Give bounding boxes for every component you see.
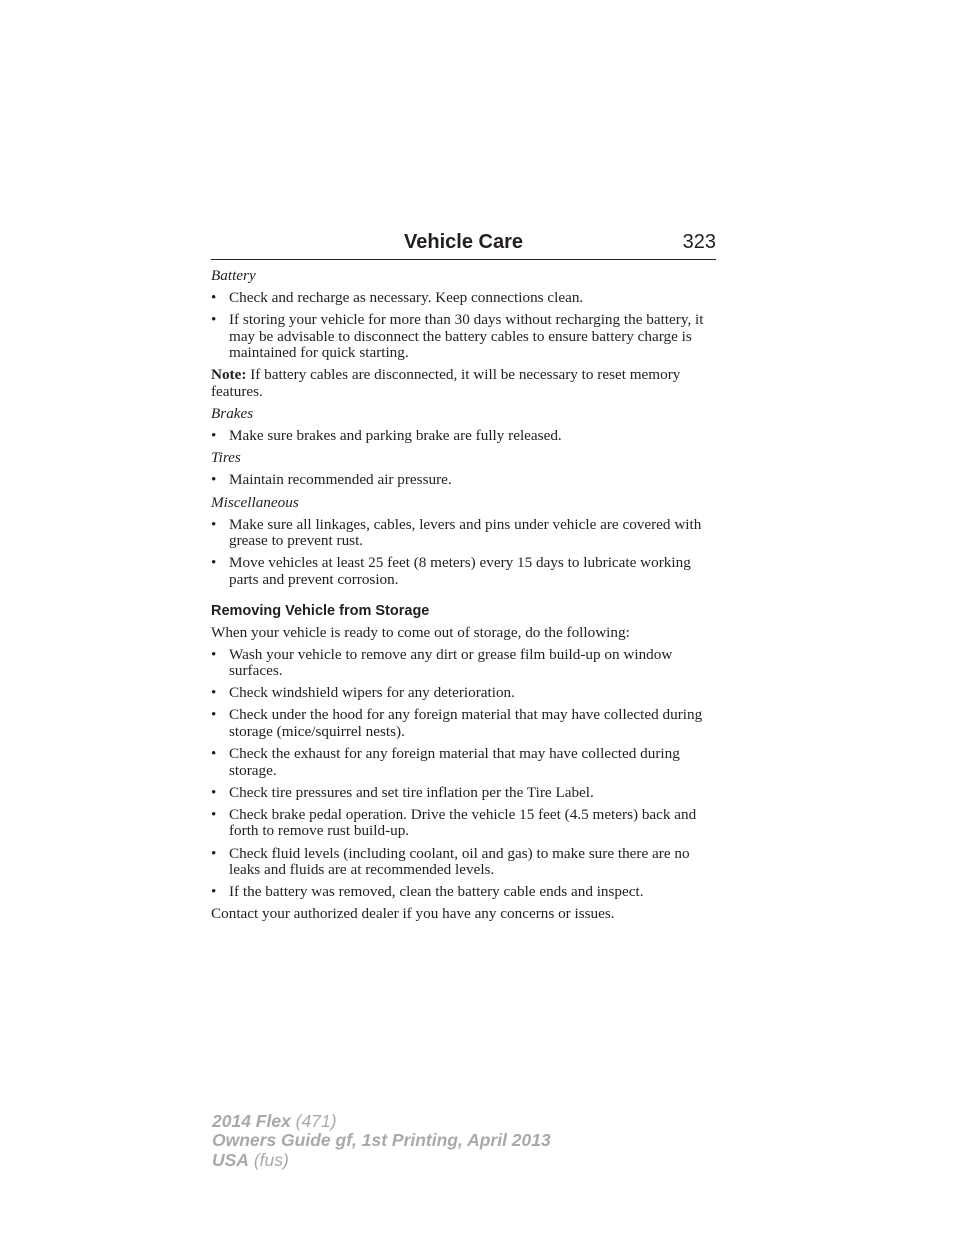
footer-region-line <box>212 1151 551 1170</box>
list-item-text: Make sure all linkages, cables, levers and pins under vehicle are covered with grease to prevent rust. <box>229 515 702 550</box>
list-item-text: Wash your vehicle to remove any dirt or grease film build-up on window surfaces. <box>229 645 673 680</box>
page-number: 323 <box>682 231 716 253</box>
bullet-icon: • <box>211 745 217 763</box>
list-item-text: Maintain recommended air pressure. <box>229 471 452 489</box>
bullet-icon: • <box>211 883 217 901</box>
closing-paragraph: Contact your authorized dealer if you have any concerns or issues. <box>211 905 615 923</box>
brakes-list <box>211 428 721 445</box>
section-title: Vehicle Care <box>404 231 523 253</box>
footer-model: 2014 Flex <box>212 1111 291 1131</box>
note-label: Note: <box>211 366 247 384</box>
list-item-text: Move vehicles at least 25 feet (8 meters) every 15 days to lubricate working parts and prevent corrosion. <box>229 554 691 588</box>
bullet-icon: • <box>211 289 217 307</box>
bullet-icon: • <box>211 645 217 663</box>
removing-heading: Removing Vehicle from Storage <box>211 602 430 619</box>
bullet-icon: • <box>211 311 217 329</box>
list-item <box>211 807 721 840</box>
bullet-icon: • <box>211 684 217 702</box>
list-item <box>211 312 721 362</box>
bullet-icon: • <box>211 844 217 862</box>
list-item <box>211 746 721 779</box>
removing-list <box>211 647 721 901</box>
list-item-text: Make sure brakes and parking brake are fully released. <box>229 427 562 445</box>
list-item-text: If storing your vehicle for more than 30 days without recharging the battery, it may be advisable to disconnect the battery cables to ensure battery charge is maintained for quick starting. <box>229 311 704 362</box>
footer-guide-line: Owners Guide gf, 1st Printing, April 2013 <box>212 1130 551 1151</box>
note-text: If battery cables are disconnected, it will be necessary to reset memory features. <box>211 366 681 401</box>
list-item <box>211 846 721 879</box>
list-item <box>211 290 721 307</box>
misc-list <box>211 517 721 589</box>
list-item <box>211 884 721 901</box>
bullet-icon: • <box>211 706 217 724</box>
list-item-text: Check and recharge as necessary. Keep connections clean. <box>229 289 584 307</box>
battery-subheading: Battery <box>211 267 256 284</box>
bullet-icon: • <box>211 554 217 572</box>
brakes-subheading: Brakes <box>211 405 254 423</box>
list-item-text: If the battery was removed, clean the battery cable ends and inspect. <box>229 883 644 901</box>
battery-note <box>211 367 721 400</box>
removing-intro: When your vehicle is ready to come out of storage, do the following: <box>211 623 630 641</box>
tires-subheading: Tires <box>211 449 241 467</box>
list-item-text: Check windshield wipers for any deterioration. <box>229 684 515 702</box>
list-item-text: Check tire pressures and set tire inflation per the Tire Label. <box>229 783 594 801</box>
footer-region-code: (fus) <box>248 1149 289 1170</box>
list-item <box>211 472 721 489</box>
battery-list <box>211 290 721 362</box>
page-header <box>211 230 716 260</box>
bullet-icon: • <box>211 515 217 533</box>
footer-model-code: (471) <box>290 1111 337 1131</box>
footer-model-line <box>212 1112 551 1131</box>
list-item-text: Check under the hood for any foreign material that may have collected during storage (mice/squirrel nests). <box>229 706 703 740</box>
misc-subheading: Miscellaneous <box>211 493 299 511</box>
bullet-icon: • <box>211 471 217 489</box>
list-item <box>211 647 721 680</box>
list-item <box>211 428 721 445</box>
tires-list <box>211 472 721 489</box>
list-item <box>211 785 721 802</box>
bullet-icon: • <box>211 783 217 801</box>
list-item <box>211 517 721 550</box>
bullet-icon: • <box>211 427 217 445</box>
list-item <box>211 555 721 588</box>
footer-region: USA <box>212 1149 249 1170</box>
page-content <box>211 268 721 928</box>
page-footer <box>212 1112 551 1170</box>
list-item-text: Check the exhaust for any foreign material that may have collected during storage. <box>229 745 680 779</box>
bullet-icon: • <box>211 805 217 823</box>
list-item-text: Check brake pedal operation. Drive the vehicle 15 feet (4.5 meters) back and forth to remove rust build-up. <box>229 805 697 840</box>
list-item-text: Check fluid levels (including coolant, oil and gas) to make sure there are no leaks and fluids are at recommended levels. <box>229 844 690 879</box>
list-item <box>211 707 721 740</box>
list-item <box>211 685 721 702</box>
